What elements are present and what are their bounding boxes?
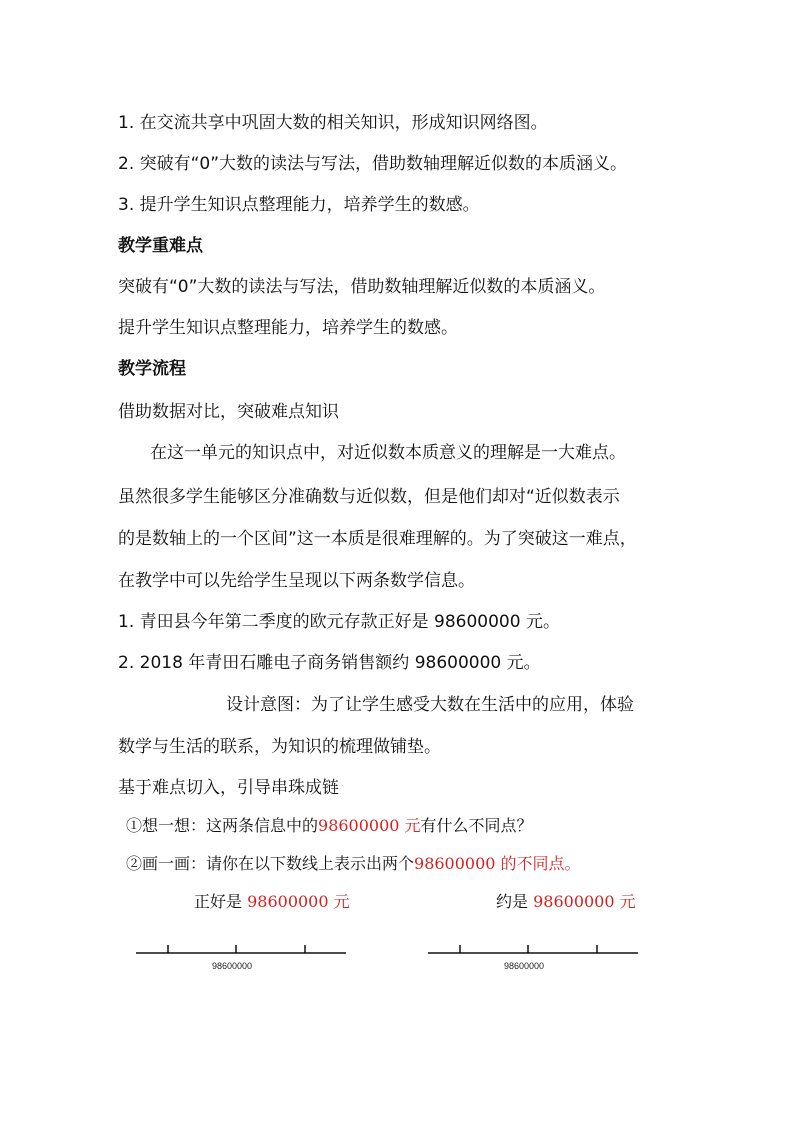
paragraph-line-4: 在教学中可以先给学生呈现以下两条数学信息。 (118, 571, 475, 591)
number-line-1-tick-label: 98600000 (212, 961, 253, 971)
question-1-suffix: 有什么不同点？ (420, 816, 533, 835)
paragraph-line-1: 在这一单元的知识点中，对近似数本质意义的理解是一大难点。 (150, 443, 626, 463)
question-2-red: 98600000 的不同点。 (414, 854, 581, 873)
number-line-1-caption-red: 98600000 元 (247, 892, 350, 911)
number-line-2 (428, 945, 638, 953)
key-points-heading: 教学重难点 (118, 236, 203, 256)
goal-2: 2. 突破有“0”大数的读法与写法，借助数轴理解近似数的本质涵义。 (118, 154, 628, 174)
number-line-1 (136, 945, 346, 953)
paragraph-line-2: 虽然很多学生能够区分准确数与近似数，但是他们却对“近似数表示 (118, 487, 620, 507)
info-1: 1. 青田县今年第二季度的欧元存款正好是 98600000 元。 (118, 612, 560, 632)
number-line-2-caption-prefix: 约是 (496, 892, 534, 911)
process-heading: 教学流程 (118, 359, 186, 379)
question-1-red: 98600000 元 (318, 816, 421, 835)
section1-title: 借助数据对比，突破难点知识 (118, 402, 339, 422)
key-point-2: 提升学生知识点整理能力，培养学生的数感。 (118, 318, 458, 338)
number-line-2-tick-label: 98600000 (504, 961, 545, 971)
number-line-1-caption-prefix: 正好是 (194, 892, 248, 911)
section2-title: 基于难点切入，引导串珠成链 (118, 778, 339, 798)
design-intent-line-2: 数学与生活的联系，为知识的梳理做铺垫。 (118, 737, 441, 757)
paragraph-line-3: 的是数轴上的一个区间”这一本质是很难理解的。为了突破这一难点， (118, 529, 637, 549)
goal-3: 3. 提升学生知识点整理能力，培养学生的数感。 (118, 195, 480, 215)
number-line-2-caption-red: 98600000 元 (533, 892, 636, 911)
goal-1: 1. 在交流共享中巩固大数的相关知识，形成知识网络图。 (118, 113, 548, 133)
question-1-prefix: ①想一想：这两条信息中的 (126, 816, 319, 835)
info-2: 2. 2018 年青田石雕电子商务销售额约 98600000 元。 (118, 653, 541, 673)
design-intent-line-1: 设计意图：为了让学生感受大数在生活中的应用，体验 (226, 695, 634, 715)
key-point-1: 突破有“0”大数的读法与写法，借助数轴理解近似数的本质涵义。 (118, 277, 606, 297)
question-2-prefix: ②画一画：请你在以下数线上表示出两个 (126, 854, 415, 873)
